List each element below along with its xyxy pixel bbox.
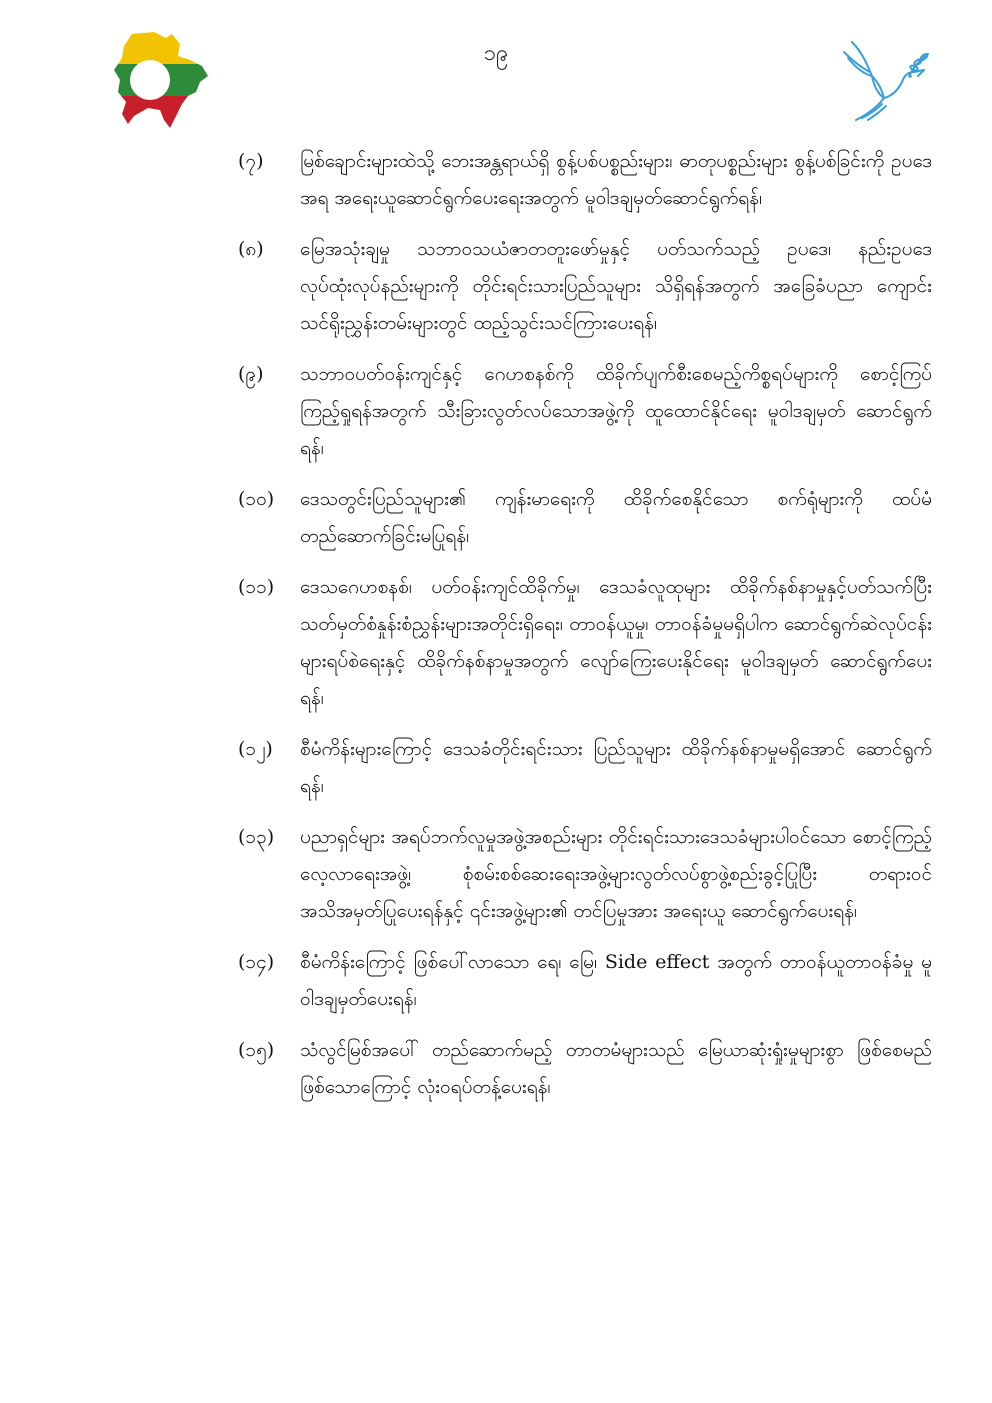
list-item [238, 1032, 932, 1106]
item-text: မြစ်ချောင်းများထဲသို့ ဘေးအန္တရာယ်ရှိ စွန့်ပစ်ပစ္စည်းများ၊ ဓာတုပစ္စည်းများ စွန့်ပစ်ခြင်းကို ဥပဒေအရ အရေးယူဆောင်ရွက်ပေးရေးအတွက် မူဝါဒချမှတ်ဆောင်ရွက်ရန်၊ [300, 150, 932, 209]
item-number: (၁၃) [238, 826, 275, 848]
item-text: ပညာရှင်များ အရပ်ဘက်လူမှုအဖွဲ့အစည်းများ တိုင်းရင်းသားဒေသခံများပါဝင်သော စောင့်ကြည့်လေ့လာရေးအဖွဲ့၊ စုံစမ်းစစ်ဆေးရေးအဖွဲ့များလွတ်လပ်စွာဖွဲ့စည်းခွင့်ပြုပြီး တရားဝင် အသိအမှတ်ပြုပေးရန်နှင့် ၎င်းအဖွဲ့များ၏ တင်ပြမှုအား အရေးယူ ဆောင်ရွက်ပေးရန်၊ [300, 826, 932, 922]
list-item [238, 819, 932, 930]
item-number: (၇) [238, 150, 264, 172]
list-item [238, 481, 932, 555]
page-number: ၁၉ [483, 41, 509, 66]
peace-dove-icon [838, 38, 932, 124]
item-number: (၁၀) [238, 488, 275, 510]
list-item [238, 231, 932, 342]
list-item [238, 143, 932, 217]
item-text: သံလွင်မြစ်အပေါ် တည်ဆောက်မည့် တာတမံများသည် မြေယာဆုံးရှုံးမှုများစွာ ဖြစ်စေမည် ဖြစ်သောကြောင့် လုံးဝရပ်တန့်ပေးရန်၊ [300, 1039, 932, 1098]
item-text: သဘာဝပတ်ဝန်းကျင်နှင့် ဂေဟစနစ်ကို ထိခိုက်ပျက်စီးစေမည့်ကိစ္စရပ်များကို စောင့်ကြပ်ကြည့်ရှုရန်အတွက် သီးခြားလွတ်လပ်သောအဖွဲ့ကို ထူထောင်နိုင်ရေး မူဝါဒချမှတ် ဆောင်ရွက်ရန်၊ [300, 363, 932, 459]
item-number: (၁၄) [238, 951, 275, 973]
item-number: (၁၂) [238, 738, 273, 760]
list-item [238, 356, 932, 467]
item-text: ဒေသဂေဟစနစ်၊ ပတ်ဝန်းကျင်ထိခိုက်မှု၊ ဒေသခံလူထုများ ထိခိုက်နစ်နာမှုနှင့်ပတ်သက်ပြီး သတ်မှတ်စံနှုန်းစံညွှန်းများအတိုင်းရှိရေး၊ တာဝန်ယူမှု၊ တာဝန်ခံမှုမရှိပါက ဆောင်ရွက်ဆဲလုပ်ငန်းများရပ်စဲရေးနှင့် ထိခိုက်နစ်နာမှုအတွက် လျော်ကြေးပေးနိုင်ရေး မူဝါဒချမှတ် ဆောင်ရွက်ပေးရန်၊ [300, 576, 932, 709]
item-number: (၈) [238, 238, 264, 260]
item-list [238, 143, 932, 1120]
list-item [238, 569, 932, 717]
item-number: (၉) [238, 363, 264, 385]
item-text: မြေအသုံးချမှု သဘာဝသယံဇာတတူးဖော်မှုနှင့် ပတ်သက်သည့် ဥပဒေ၊ နည်းဥပဒေ လုပ်ထုံးလုပ်နည်းများကို တိုင်းရင်းသားပြည်သူများ သိရှိရန်အတွက် အခြေခံပညာ ကျောင်းသင်ရိုးညွှန်းတမ်းများတွင် ထည့်သွင်းသင်ကြားပေးရန်၊ [300, 238, 932, 334]
item-text: စီမံကိန်းကြောင့် ဖြစ်ပေါ်လာသော ရေ၊ မြေ၊ Side effect အတွက် တာဝန်ယူတာဝန်ခံမှု မူဝါဒချမှတ်ပေးရန်၊ [300, 951, 932, 1010]
item-text: စီမံကိန်းများကြောင့် ဒေသခံတိုင်းရင်းသား ပြည်သူများ ထိခိုက်နစ်နာမှုမရှိအောင် ဆောင်ရွက်ရန်၊ [300, 738, 932, 797]
item-text: ဒေသတွင်းပြည်သူများ၏ ကျန်းမာရေးကို ထိခိုက်စေနိုင်သော စက်ရုံများကို ထပ်မံ တည်ဆောက်ခြင်းမပြုရန်၊ [300, 488, 932, 547]
list-item [238, 731, 932, 805]
list-item [238, 944, 932, 1018]
item-number: (၁၅) [238, 1039, 275, 1061]
item-number: (၁၁) [238, 576, 275, 598]
